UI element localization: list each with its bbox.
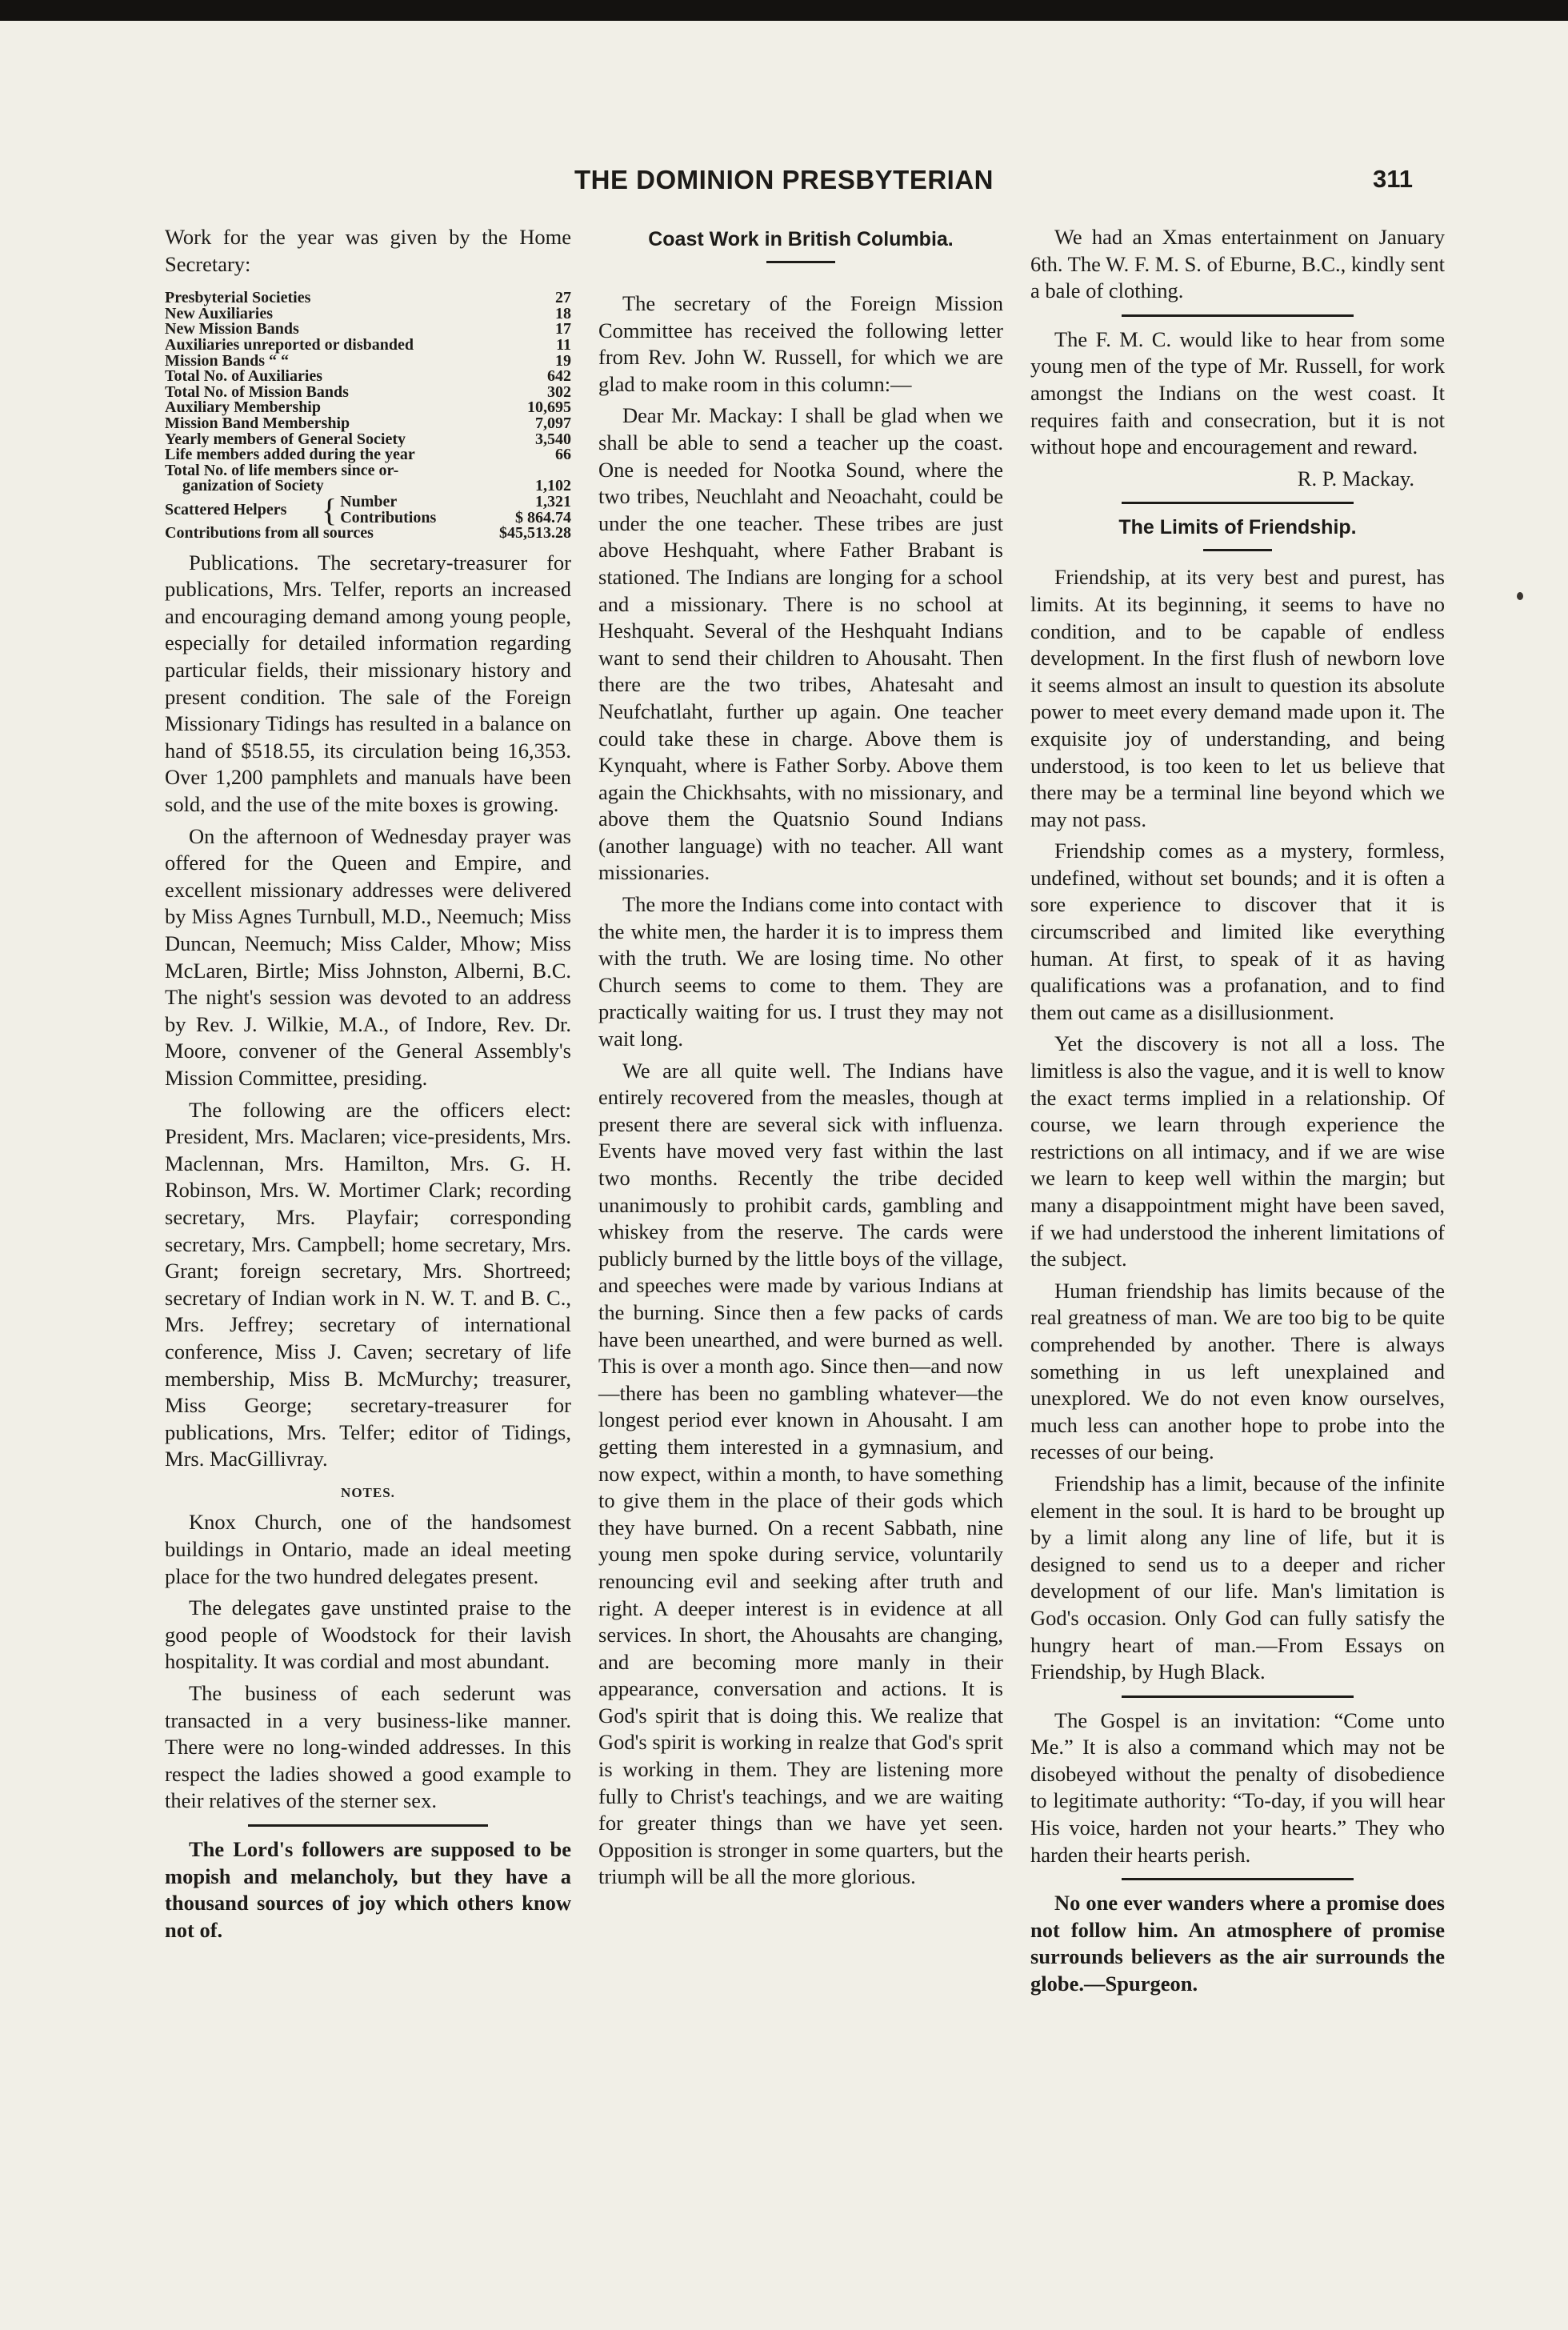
stat-label: Auxiliaries unreported or disbanded <box>165 337 414 354</box>
stat-value: 66 <box>555 446 571 464</box>
stats-intro: Work for the year was given by the Home Secretary: <box>165 225 571 276</box>
stat-value: $45,513.28 <box>499 524 571 542</box>
running-title: THE DOMINION PRESBYTERIAN <box>574 165 994 194</box>
scattered-helpers-values <box>340 494 571 526</box>
paragraph: The delegates gave unstinted praise to the good people of Woodstock for their lavish hospitality. It was cordial and most abundant. <box>165 1595 571 1674</box>
stat-row <box>165 526 571 542</box>
article-heading: The Limits of Friendship. <box>1118 516 1357 539</box>
stat-row <box>165 290 571 306</box>
paragraph: The business of each sederunt was transacted in a very business-like manner. There were no long-winded addresses. In this respect the ladies showed a good example to their relatives of the sterner sex. <box>165 1681 571 1813</box>
stat-label: Total No. of Mission Bands <box>165 384 349 401</box>
stat-label: Total No. of Auxiliaries <box>165 369 323 385</box>
stat-row <box>165 306 571 322</box>
stat-value: 10,695 <box>527 398 571 417</box>
stat-row <box>165 322 571 338</box>
paragraph: Publications. The secretary-treasurer for publications, Mrs. Telfer, reports an increased and encouraging demand among young people, especially for detailed information regarding particular fields, their missionary history and present condition. The sale of the Foreign Missionary Tidings has resulted in a balance on hand of $518.55, its circulation being 16,353. Over 1,200 pamphlets and manuals have been sold, and the use of the mite boxes is growing. <box>165 550 571 817</box>
stat-label: Auxiliary Membership <box>165 400 321 416</box>
brace-glyph: { <box>322 491 338 528</box>
stat-value: 19 <box>555 351 571 370</box>
stat-row <box>165 335 571 354</box>
notes-heading: NOTES. <box>341 1484 395 1500</box>
section-divider <box>248 1824 488 1827</box>
paragraph: The Lord's followers are supposed to be mopish and melancholy, but they have a thousand sources of joy which others know not of. <box>165 1837 571 1942</box>
column-middle <box>598 224 1003 1896</box>
section-divider <box>1122 1695 1354 1698</box>
stat-value: 1,321 <box>535 492 571 510</box>
paragraph: The following are the officers elect: President, Mrs. Maclaren; vice-presidents, Mrs. Maclennan, Mrs. Hamilton, Mrs. G. H. Robinson, Mrs. W. Mortimer Clark; recording secretary, Mrs. Playfair; corresponding secretary, Mrs. Campbell; home secretary, Mrs. Grant; foreign secretary, Mrs. Shortreed; secretary of Indian work in N. W. T. and B. C., Mrs. Jeffrey; secretary of international conference, Miss J. Caven; secretary of life membership, Miss B. McMurchy; treasurer, Miss George; secretary-treasurer for publications, Mrs. Telfer; editor of Tidings, Mrs. MacGillivray. <box>165 1097 571 1471</box>
scattered-helpers-label: Scattered Helpers <box>165 500 287 518</box>
section-divider <box>1122 1878 1354 1880</box>
paragraph: We are all quite well. The Indians have entirely recovered from the measles, though at present there are several sick with influenza. Events have moved very fast within the last two months. Recently the tribe decided unanimously to prohibit cards, gambling and whiskey from the reserve. The cards were publicly burned by the little boys of the village, and speeches were made by various Indians at the burning. Since then a few packs of cards have been unearthed, and were burned as well. This is over a month ago. Since then—and now—there has been no gambling whatever—the longest period ever known in Ahousaht. I am getting them interested in a gymnasium, and now expect, within a month, to have something to give them in the place of their gods which they have burned. On a recent Sabbath, nine young men spoke during service, voluntarily renouncing evil and seeking after truth and right. A deeper interest is in evidence at all services. In short, the Ahousahts are changing, and are becoming more manly in their appearance, conversation and actions. It is God's spirit that is doing this. We realize that God's spirit is working in realze that God's sprit is working in them. They are listening more fully to Christ's teachings, and we are waiting for greater things than we have yet seen. Opposition is stronger in some quarters, but the triumph will be all the more glorious. <box>598 1058 1003 1889</box>
paragraph: The secretary of the Foreign Mission Committee has received the following letter from Rev. John W. Russell, for which we are glad to make room in this column:— <box>598 291 1003 396</box>
paragraph: Friendship, at its very best and purest, has limits. At its beginning, it seems to have no condition, and to be capable of endless development. In the first flush of newborn love it seems almost an insult to question its absolute power to meet every demand made upon it. The exquisite joy of understanding, and being understood, is too keen to let us believe that there may be a terminal line beyond which we may not pass. <box>1030 565 1445 831</box>
stat-row <box>165 416 571 432</box>
stat-label: Contributions from all sources <box>165 526 374 542</box>
stat-value: 642 <box>547 367 571 386</box>
paragraph: Human friendship has limits because of the real greatness of man. We are too big to be quite comprehended by another. There is always something in us left unexplained and unexplored. We do not even know ourselves, much less can another hope to probe into the recesses of our being. <box>1030 1278 1445 1464</box>
paragraph: Yet the discovery is not all a loss. The limitless is also the vague, and it is well to know the exact terms implied in a relationship. Of course, we learn through experience the restrictions on all intimacy, and if we are wise we learn to keep well within the margin; but many a disappointment might have been saved, if we had understood the inherent limitations of the subject. <box>1030 1031 1445 1271</box>
stat-value: $ 864.74 <box>515 508 571 526</box>
stat-row <box>165 478 571 494</box>
stat-value: 18 <box>555 304 571 322</box>
stat-label: ganization of Society <box>182 478 324 494</box>
paragraph: We had an Xmas entertainment on January 6th. The W. F. M. S. of Eburne, B.C., kindly sent a bale of clothing. <box>1030 225 1445 303</box>
stat-value: 1,102 <box>535 477 571 495</box>
paragraph: On the afternoon of Wednesday prayer was offered for the Queen and Empire, and excellent missionary addresses were delivered by Miss Agnes Turnbull, M.D., Neemuch; Miss Duncan, Neemuch; Miss Calder, Mhow; Miss McLaren, Birtle; Miss Johnston, Alberni, B.C. The night's session was devoted to an address by Rev. J. Wilkie, M.A., of Indore, Rev. Dr. Moore, convener of the General Assembly's Mission Committee, presiding. <box>165 823 571 1090</box>
section-divider <box>1122 502 1354 504</box>
stat-row <box>165 351 571 370</box>
stat-value: 302 <box>547 382 571 401</box>
signature: R. P. Mackay. <box>1297 466 1414 490</box>
stat-label: New Auxiliaries <box>165 306 273 322</box>
stat-row <box>165 432 571 448</box>
stat-label: Total No. of life members since or- <box>165 462 399 479</box>
stat-label: Number <box>340 494 398 510</box>
section-divider <box>1122 314 1354 317</box>
stat-value: 7,097 <box>535 414 571 432</box>
paragraph: The Gospel is an invitation: “Come unto Me.” It is also a command which may not be disobeyed without the penalty of disobedience to legitimate authority: “To-day, if you will hear His voice, harden not your hearts.” They who harden their hearts perish. <box>1030 1707 1445 1867</box>
paragraph: Friendship has a limit, because of the infinite element in the soul. It is hard to be brought up by a limit along any line of life, but it is designed to send us to a deeper and richer development of our life. Man's limitation is God's occasion. Only God can fully satisfy the hungry heart of man.—From Essays on Friendship, by Hugh Black. <box>1030 1471 1445 1684</box>
stat-label: Yearly members of General Society <box>165 431 406 448</box>
stat-label: Mission Band Membership <box>165 415 350 432</box>
statistics-table <box>165 290 571 542</box>
heading-rule <box>766 261 835 263</box>
stat-row <box>165 382 571 401</box>
stat-label: Presbyterial Societies <box>165 290 311 306</box>
paragraph: Dear Mr. Mackay: I shall be glad when we shall be able to send a teacher up the coast. One is needed for Nootka Sound, where the two tribes, Neuchlaht and Neoachaht, could be under the one teacher. These tribes are just above Heshquaht, where Father Brabant is stationed. The Indians are longing for a school and a missionary. There is no school at Heshquaht. Several of the Heshquaht Indians want to send their children to Ahousaht. Then there are the two tribes, Ahatesaht and Neufchatlaht, further up again. One teacher could take these in charge. Above them is Kynquaht, where is Father Sorby. Above them again the Chickhsahts, with no missionary, and above them the Quatsnio Sound Indians (another language) with no teacher. All want missionaries. <box>598 403 1003 885</box>
stat-row <box>165 400 571 416</box>
paragraph: Friendship comes as a mystery, formless, undefined, without set bounds; and it is often a sore experience to discover that it is circumscribed and limited like everything human. At first, to speak of it as having qualifications was a profanation, and to find them out came as a disillusionment. <box>1030 839 1445 1024</box>
stat-label: Life members added during the year <box>165 447 415 463</box>
paragraph: The more the Indians come into contact with the white men, the harder it is to impress them with the truth. We are losing time. No other Church seems to come to them. They are practically waiting for us. I trust they may not wait long. <box>598 892 1003 1051</box>
article-heading: Coast Work in British Columbia. <box>648 228 954 250</box>
stat-value: 11 <box>556 335 571 354</box>
stat-label: Mission Bands “ “ <box>165 353 290 370</box>
stat-value: 3,540 <box>535 430 571 448</box>
stat-label: Contributions <box>340 510 437 526</box>
stat-row <box>165 463 571 479</box>
stat-row <box>165 447 571 463</box>
stat-value: 27 <box>555 289 571 307</box>
page-number: 311 <box>1373 165 1414 193</box>
column-right <box>1030 224 1445 2003</box>
heading-rule <box>1203 549 1272 551</box>
paragraph: Knox Church, one of the handsomest buildings in Ontario, made an ideal meeting place for the two hundred delegates present. <box>165 1510 571 1588</box>
paragraph: The F. M. C. would like to hear from some young men of the type of Mr. Russell, for work amongst the Indians on the west coast. It requires faith and consecration, but it is not without hope and encouragement and reward. <box>1030 326 1445 459</box>
scattered-helpers-row <box>165 491 571 528</box>
stat-label: New Mission Bands <box>165 322 299 338</box>
stat-row <box>340 494 571 510</box>
column-left <box>165 224 571 1948</box>
stat-row <box>165 369 571 385</box>
paragraph: No one ever wanders where a promise does not follow him. An atmosphere of promise surrounds believers as the air surrounds the globe.—Spurgeon. <box>1030 1891 1445 1996</box>
stat-value: 17 <box>555 320 571 338</box>
